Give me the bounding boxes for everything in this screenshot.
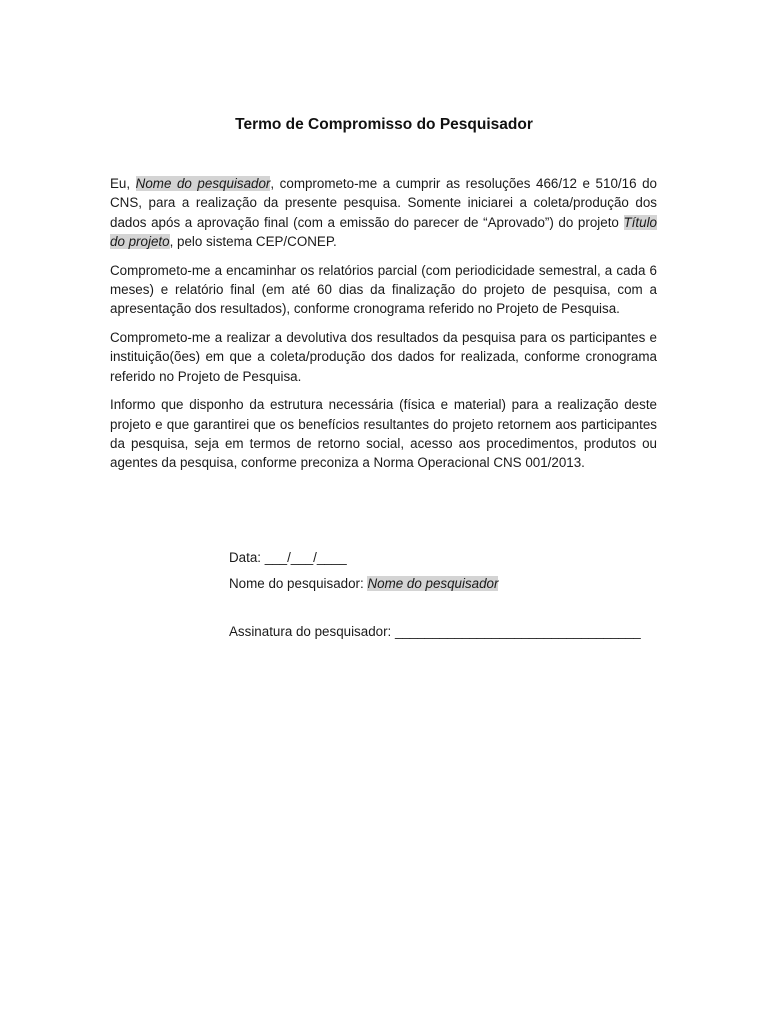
project-title-placeholder: Título do projeto <box>110 214 657 249</box>
paragraph-2: Comprometo-me a encaminhar os relatórios parcial (com periodicidade semestral, a cada 6 meses) e relatório final (em até 60 dias da finalização do projeto de pesquisa, com a apresentação dos resultados), conforme cronograma referido no Projeto de Pesquisa. <box>110 262 657 317</box>
date-line <box>229 548 669 567</box>
researcher-name-label: Nome do pesquisador: <box>229 576 368 591</box>
signature-line <box>229 622 669 641</box>
paragraph-1-intro: Eu, <box>110 176 136 191</box>
signature-label: Assinatura do pesquisador: <box>229 624 395 639</box>
paragraph-1-end: , pelo sistema CEP/CONEP. <box>169 233 337 249</box>
researcher-name-placeholder: Nome do pesquisador <box>135 176 271 191</box>
date-label: Data: <box>229 550 265 565</box>
paragraph-1-middle: , comprometo-me a cumprir as resoluções 466/12 e 510/16 do CNS, para a realização da presente pesquisa. Somente iniciarei a coleta/produção dos dados após a aprovação final (com a emissão do parecer de “Aprovado”) do projeto <box>110 176 657 230</box>
signature-blank: _________________________________ <box>395 624 641 639</box>
document-title: Termo de Compromisso do Pesquisador <box>235 116 533 133</box>
date-blank: ___/___/____ <box>264 550 347 565</box>
document-body <box>110 174 657 482</box>
researcher-name-line <box>229 574 669 593</box>
paragraph-4: Informo que disponho da estrutura necessária (física e material) para a realização deste projeto e que garantirei que os benefícios resultantes do projeto retornem aos participantes da pesquisa, seja em termos de retorno social, acesso aos procedimentos, produtos ou agentes da pesquisa, conforme preconiza a Norma Operacional CNS 001/2013. <box>110 397 657 471</box>
paragraph-3: Comprometo-me a realizar a devolutiva dos resultados da pesquisa para os participantes e instituição(ões) em que a coleta/produção dos dados for realizada, conforme cronograma referido no Projeto de Pesquisa. <box>110 330 657 384</box>
researcher-name-field: Nome do pesquisador <box>367 576 499 591</box>
paragraph-1 <box>110 174 657 251</box>
